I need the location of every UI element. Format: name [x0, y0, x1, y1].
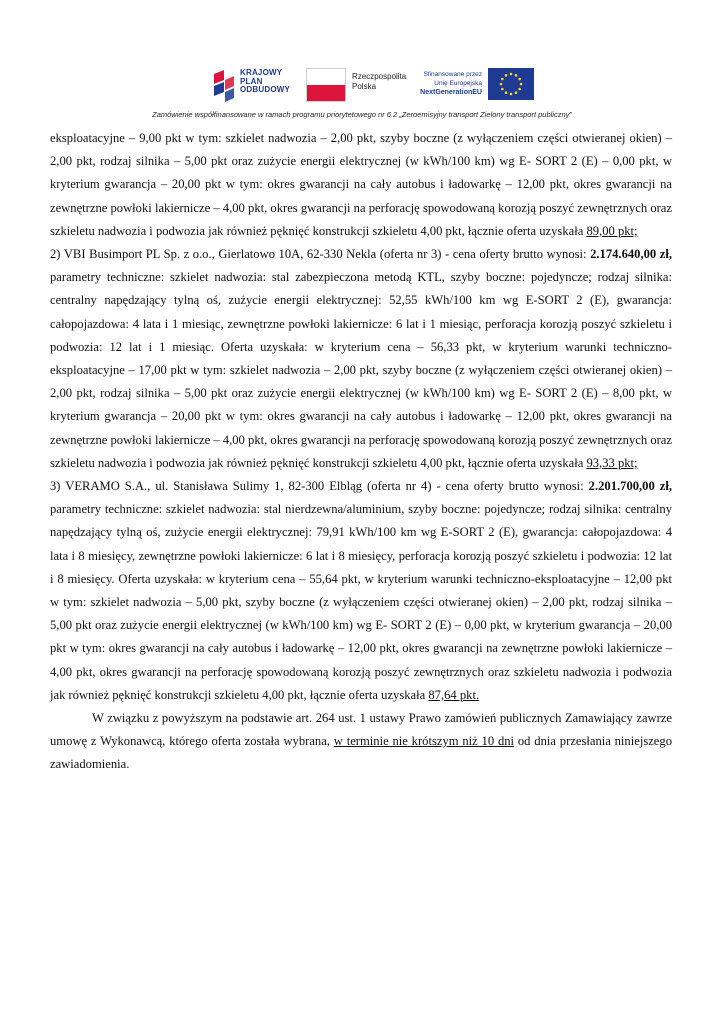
offer1-total: 89,00 pkt; — [586, 223, 638, 238]
kpo-line-3: ODBUDOWY — [240, 85, 291, 95]
polish-flag-icon — [306, 68, 346, 102]
eu-funding-logo — [414, 66, 534, 106]
page-header — [0, 66, 724, 106]
eu-star — [515, 91, 518, 94]
offer2-intro: VBI Busimport PL Sp. z o.o., Gierlatowo 10A, 62-330 Nekla (oferta nr 3) - cena oferty brutto wynosi: — [63, 247, 591, 262]
closing-end: od dnia przesłania niniejszego zawiadomienia. — [50, 734, 672, 772]
eu-star — [518, 78, 521, 81]
eu-star — [520, 83, 523, 86]
eu-star — [500, 83, 503, 86]
rp-line-1: Rzeczpospolita — [352, 72, 407, 81]
eu-star — [505, 74, 508, 77]
closing-text: W związku z powyższym na podstawie art. 264 ust. 1 ustawy Prawo zamówień publicznych Zamawiający zawrze umowę z Wykonawcą, którego oferta została wybrana, — [50, 711, 672, 749]
kpo-line-1: KRAJOWY — [240, 68, 283, 77]
rp-line-2: Polska — [352, 82, 377, 91]
closing-paragraph — [50, 707, 672, 777]
kpo-mark-icon — [212, 70, 236, 102]
eu-line-1: Sfinansowane przez — [423, 71, 482, 78]
continuation-text: eksploatacyjne – 9,00 pkt w tym: szkielet nadwozia – 2,00 pkt, szyby boczne (z wyłączeniem części otwieranej okien) – 2,00 pkt, rodzaj silnika – 5,00 pkt oraz zużycie energii elektrycznej (w kWh/100 km) wg E- SORT 2 (E) – 0,00 pkt, w kryterium gwarancja – 20,00 pkt w tym: okres gwarancji na cały autobus i ładowarkę – 12,00 pkt, okres gwarancji na zewnętrzne powłoki lakiernicze – 4,00 pkt, okres gwarancji na perforację spowodowaną korozją poszyć zewnętrznych oraz szkieletu nadwozia i podwozia jak również pęknięć konstrukcji szkieletu 4,00 pkt, łącznie oferta uzyskała — [50, 131, 672, 238]
offer3-paragraph — [50, 475, 672, 707]
eu-star — [510, 93, 513, 96]
eu-line-2: Unię Europejską — [434, 80, 482, 87]
offer2-number: 2) — [50, 247, 61, 262]
offer3-intro: VERAMO S.A., ul. Stanisława Sulimy 1, 82-300 Elbląg (oferta nr 4) - cena oferty brutto wynosi: — [65, 479, 589, 494]
offer3-number: 3) — [50, 479, 61, 494]
offer1-continuation — [50, 127, 672, 243]
offer2-paragraph — [50, 243, 672, 475]
funding-subtitle: Zamówienie współfinansowane w ramach programu priorytetowego nr 6.2 „Zeroemisyjny transport Zielony transport publiczny” — [152, 110, 572, 119]
eu-star — [518, 88, 521, 91]
offer3-text: parametry techniczne: szkielet nadwozia: stal nierdzewna/aluminium, szyby boczne: pojedyncze; rodzaj silnika: centralny napędzający tylną oś, zużycie energii elektrycznej: 79,91 kWh/100 km wg E-SORT 2 (E), gwarancja: całopojazdowa: 4 lata i 8 miesięcy, zewnętrzne powłoki lakiernicze: 6 lat i 8 miesięcy, perforacja korozją poszyć szkieletu i podwozia: 12 lat i 8 miesięcy. Oferta uzyskała: w kryterium cena – 55,64 pkt, w kryterium warunki techniczno-eksploatacyjne – 12,00 pkt w tym: szkielet nadwozia – 5,00 pkt, szyby boczne (z wyłączeniem części otwieranej okien) – 2,00 pkt, rodzaj silnika – 5,00 pkt oraz zużycie energii elektrycznej (w kWh/100 km) wg E- SORT 2 (E) – 0,00 pkt, w kryterium gwarancja – 20,00 pkt w tym: okres gwarancji na cały autobus i ładowarkę – 12,00 pkt, okres gwarancji na zewnętrzne powłoki lakiernicze – 4,00 pkt, okres gwarancji na perforację spowodowaną korozją poszyć zewnętrznych oraz szkieletu nadwozia i podwozia jak również pęknięć konstrukcji szkieletu 4,00 pkt, łącznie oferta uzyskała — [50, 502, 672, 702]
eu-line-3: NextGenerationEU — [420, 89, 482, 96]
eu-star — [501, 88, 504, 91]
closing-deadline: w terminie nie krótszym niż 10 dni — [333, 734, 515, 749]
krajowy-plan-odbudowy-logo — [212, 68, 292, 104]
eu-flag-icon — [488, 68, 534, 100]
eu-star — [510, 73, 513, 76]
rzeczpospolita-polska-logo — [306, 66, 416, 104]
offer2-text: parametry techniczne: szkielet nadwozia: stal zabezpieczona metodą KTL, szyby boczne: pojedyncze; rodzaj silnika: centralny napędzający tylną oś, zużycie energii elektrycznej: 52,55 kWh/100 km wg E-SORT 2 (E), gwarancja: całopojazdowa: 4 lata i 1 miesiąc, zewnętrzne powłoki lakiernicze: 6 lat i 1 miesiąc, perforacja korozją poszyć szkieletu i podwozia: 12 lat i 1 miesiąc. Oferta uzyskała: w kryterium cena – 56,33 pkt, w kryterium warunki techniczno-eksploatacyjne – 17,00 pkt w tym: szkielet nadwozia – 2,00 pkt, szyby boczne (z wyłączeniem części otwieranej okien) – 2,00 pkt, rodzaj silnika – 5,00 pkt oraz zużycie energii elektrycznej (w kWh/100 km) wg E- SORT 2 (E) – 8,00 pkt, w kryterium gwarancja – 20,00 pkt w tym: okres gwarancji na cały autobus i ładowarkę – 12,00 pkt, okres gwarancji na zewnętrzne powłoki lakiernicze – 4,00 pkt, okres gwarancji na perforację spowodowaną korozją poszyć zewnętrznych oraz szkieletu nadwozia i podwozia jak również pęknięć konstrukcji szkieletu 4,00 pkt, łącznie oferta uzyskała — [50, 270, 672, 470]
eu-star — [501, 78, 504, 81]
offer3-total: 87,64 pkt. — [428, 687, 480, 702]
document-body — [50, 127, 672, 777]
offer2-price: 2.174.640,00 zł, — [590, 247, 672, 262]
eu-star — [515, 74, 518, 77]
kpo-line-2: PLAN — [240, 76, 263, 86]
eu-star — [505, 91, 508, 94]
offer2-total: 93,33 pkt; — [586, 455, 638, 470]
offer3-price: 2.201.700,00 zł, — [588, 479, 672, 494]
